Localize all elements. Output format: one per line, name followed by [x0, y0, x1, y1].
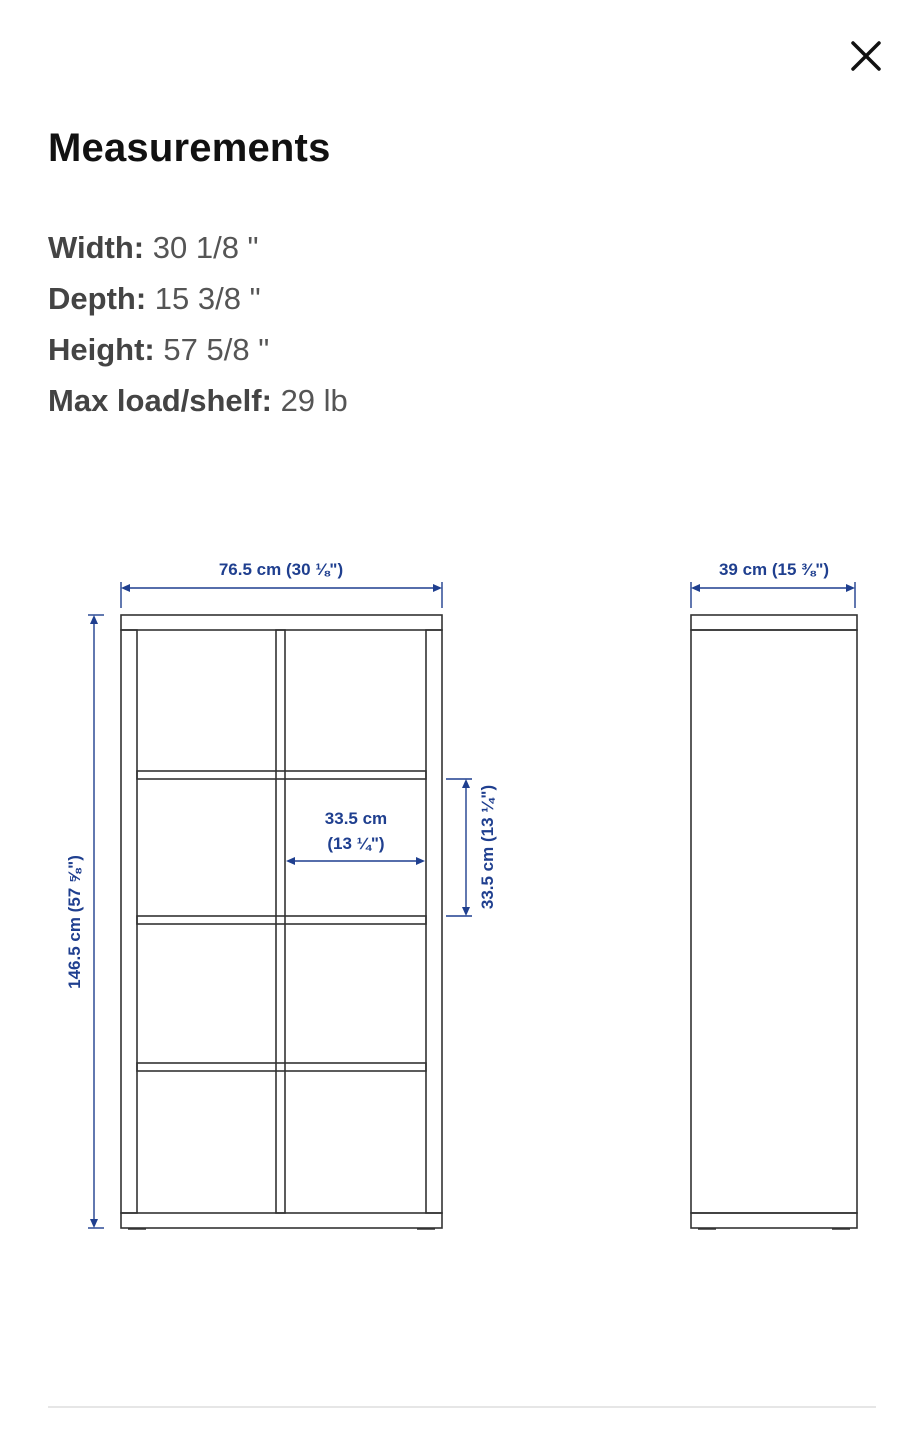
- measurement-list: [48, 222, 348, 426]
- spec-height: Height: 57 5/8 ": [48, 332, 270, 367]
- cell-height-dimension: [446, 779, 472, 916]
- cell-width-label-line1: 33.5 cm: [324, 809, 388, 828]
- side-depth-label: 39 cm (15 ⅜"): [718, 560, 830, 579]
- cell-width-dimension: [286, 857, 425, 865]
- side-top-panel: [691, 615, 857, 630]
- front-height-label: 146.5 cm (57 ⅝"): [65, 855, 84, 989]
- side-bottom-panel: [691, 1213, 857, 1228]
- front-right-panel: [426, 630, 442, 1213]
- cell-height-label: 33.5 cm (13 ¼"): [478, 784, 497, 910]
- front-height-dimension: [88, 615, 104, 1228]
- cell-width-label-line2: (13 ¼"): [327, 834, 385, 853]
- spec-width: Width: 30 1/8 ": [48, 230, 259, 265]
- front-view: [121, 615, 442, 1229]
- page-title: Measurements: [48, 126, 331, 170]
- side-depth-dimension: [691, 582, 855, 608]
- dimension-diagram: [0, 530, 919, 1250]
- front-left-panel: [121, 630, 137, 1213]
- side-body: [691, 630, 857, 1213]
- close-button[interactable]: [840, 30, 892, 82]
- front-center-divider: [276, 630, 285, 1213]
- spec-depth: Depth: 15 3/8 ": [48, 281, 261, 316]
- spec-max-load: Max load/shelf: 29 lb: [48, 383, 348, 418]
- front-width-dimension: [121, 582, 442, 608]
- close-icon: [849, 39, 883, 73]
- front-shelf-3: [137, 1063, 426, 1071]
- front-width-label: 76.5 cm (30 ⅛"): [218, 560, 344, 579]
- front-top-panel: [121, 615, 442, 630]
- front-shelf-2: [137, 916, 426, 924]
- side-view: [691, 615, 857, 1229]
- front-shelf-1: [137, 771, 426, 779]
- bottom-divider: [48, 1406, 876, 1408]
- front-bottom-panel: [121, 1213, 442, 1228]
